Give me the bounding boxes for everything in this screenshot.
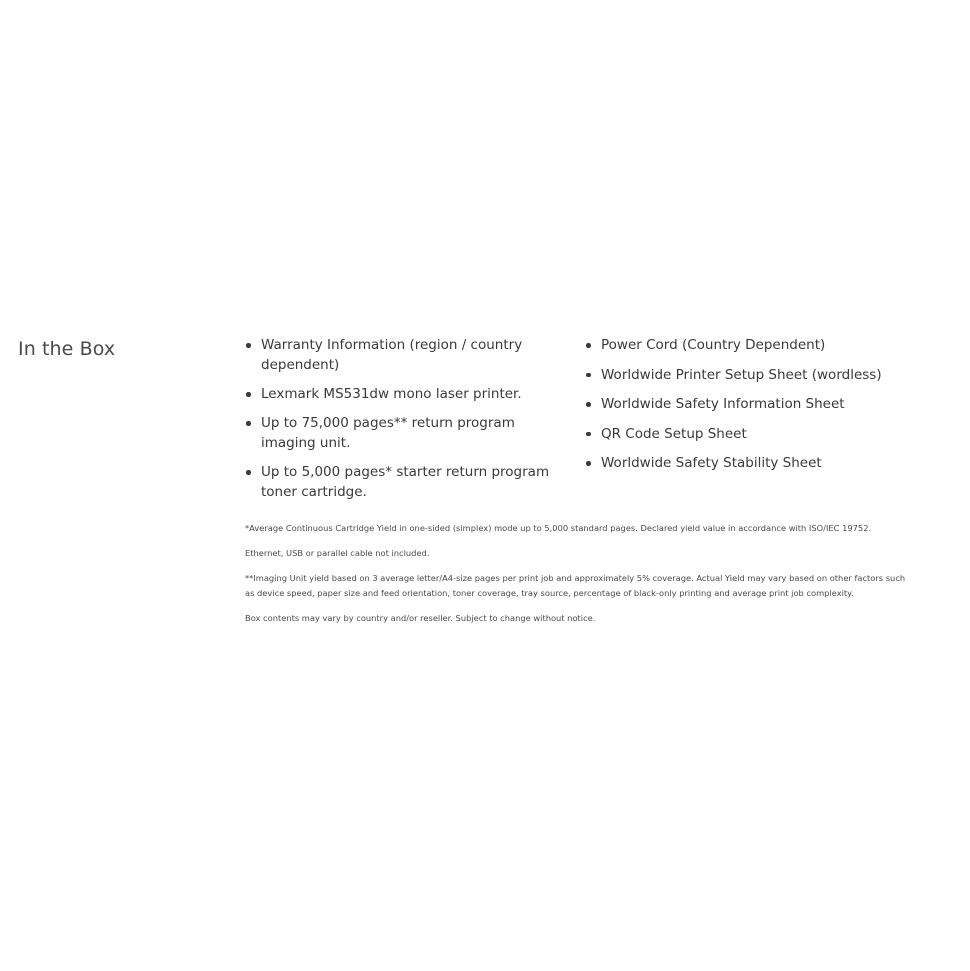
footnotes [245,521,910,636]
list-item: QR Code Setup Sheet [585,424,905,444]
footnote-imaging-unit: **Imaging Unit yield based on 3 average letter/A4-size pages per print job and approximately 5% coverage. Actual Yield may vary based on other factors such as device speed, paper size and feed orientation, toner coverage, tray source, percentage of black-only printing and average print job complexity. [245,573,906,598]
footnote-yield: *Average Continuous Cartridge Yield in one-sided (simplex) mode up to 5,000 standard pages. Declared yield value in accordance with ISO/IEC 19752. [245,523,872,533]
list-item: Warranty Information (region / country dependent) [245,335,565,375]
list-item: Power Cord (Country Dependent) [585,335,905,355]
list-item: Lexmark MS531dw mono laser printer. [245,384,565,404]
footnote-cable: Ethernet, USB or parallel cable not included. [245,548,430,558]
list-item: Up to 75,000 pages** return program imaging unit. [245,413,565,453]
section-title: In the Box [18,338,116,360]
list-item: Up to 5,000 pages* starter return program toner cartridge. [245,462,565,502]
box-contents-list-left [245,335,565,511]
list-item: Worldwide Safety Stability Sheet [585,453,905,473]
footnote-box-contents: Box contents may vary by country and/or reseller. Subject to change without notice. [245,613,596,623]
box-contents-list-right [585,335,905,483]
list-item: Worldwide Printer Setup Sheet (wordless) [585,365,905,385]
list-item: Worldwide Safety Information Sheet [585,394,905,414]
